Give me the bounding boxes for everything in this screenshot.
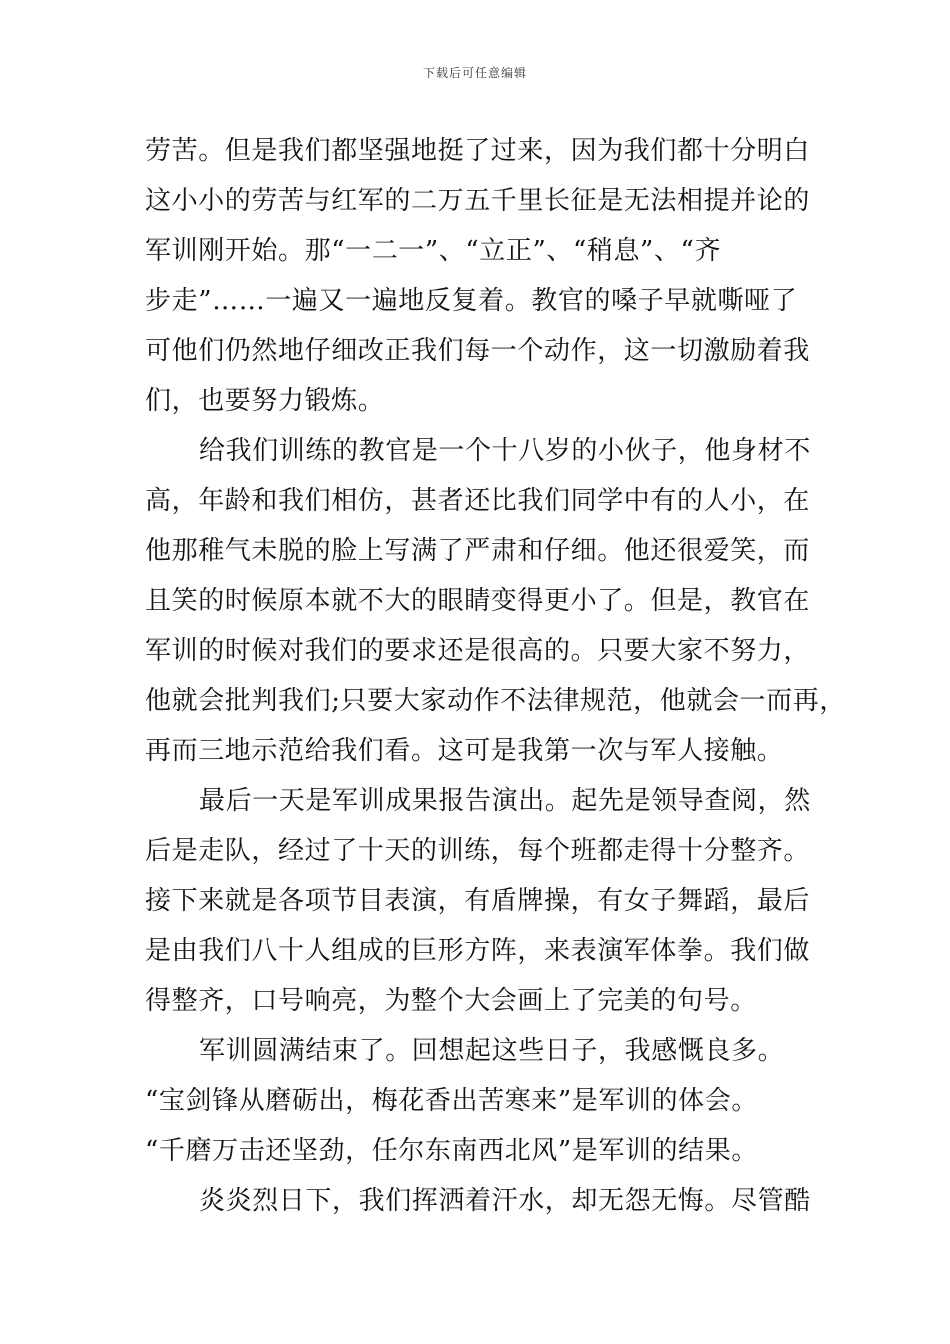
- text-line: 军训圆满结束了。回想起这些日子，我感慨良多。: [199, 1036, 785, 1066]
- text-line: 炎炎烈日下，我们挥洒着汗水，却无怨无悔。尽管酷: [199, 1186, 811, 1216]
- text-line: 是由我们八十人组成的巨形方阵，来表演军体拳。我们做: [145, 936, 811, 966]
- text-line: 这小小的劳苦与红军的二万五千里长征是无法相提并论的: [145, 186, 811, 216]
- text-line: 后是走队，经过了十天的训练，每个班都走得十分整齐。: [145, 836, 811, 866]
- text-line: 步走”……一遍又一遍地反复着。教官的嗓子早就嘶哑了: [145, 286, 798, 316]
- text-line: 们，也要努力锻炼。: [145, 386, 385, 416]
- text-line: 高，年龄和我们相仿，甚者还比我们同学中有的人小，在: [145, 486, 811, 516]
- text-line: 最后一天是军训成果报告演出。起先是领导查阅，然: [199, 786, 811, 816]
- text-line: 他那稚气未脱的脸上写满了严肃和仔细。他还很爱笑，而: [145, 536, 811, 566]
- body-text: [145, 126, 846, 1226]
- text-line: 再而三地示范给我们看。这可是我第一次与军人接触。: [145, 736, 784, 766]
- page-header: 下载后可任意编辑: [422, 66, 527, 80]
- text-line: 军训刚开始。那“一二一”、“立正”、“稍息”、“齐: [145, 236, 722, 266]
- text-line: 得整齐，口号响亮，为整个大会画上了完美的句号。: [145, 986, 757, 1016]
- text-line: 接下来就是各项节目表演，有盾牌操，有女子舞蹈，最后: [145, 886, 811, 916]
- text-line: 给我们训练的教官是一个十八岁的小伙子，他身材不: [199, 436, 811, 466]
- text-line: “千磨万击还坚劲，任尔东南西北风”是军训的结果。: [145, 1136, 758, 1166]
- text-line: 劳苦。但是我们都坚强地挺了过来，因为我们都十分明白: [145, 136, 811, 166]
- text-line: “宝剑锋从磨砺出，梅花香出苦寒来”是军训的体会。: [145, 1086, 758, 1116]
- text-line: 军训的时候对我们的要求还是很高的。只要大家不努力，: [145, 636, 811, 666]
- text-line: 可他们仍然地仔细改正我们每一个动作，这一切激励着我: [145, 336, 811, 366]
- text-line: 且笑的时候原本就不大的眼睛变得更小了。但是，教官在: [145, 586, 811, 616]
- text-line: 他就会批判我们;只要大家动作不法律规范，他就会一而再，: [145, 686, 846, 716]
